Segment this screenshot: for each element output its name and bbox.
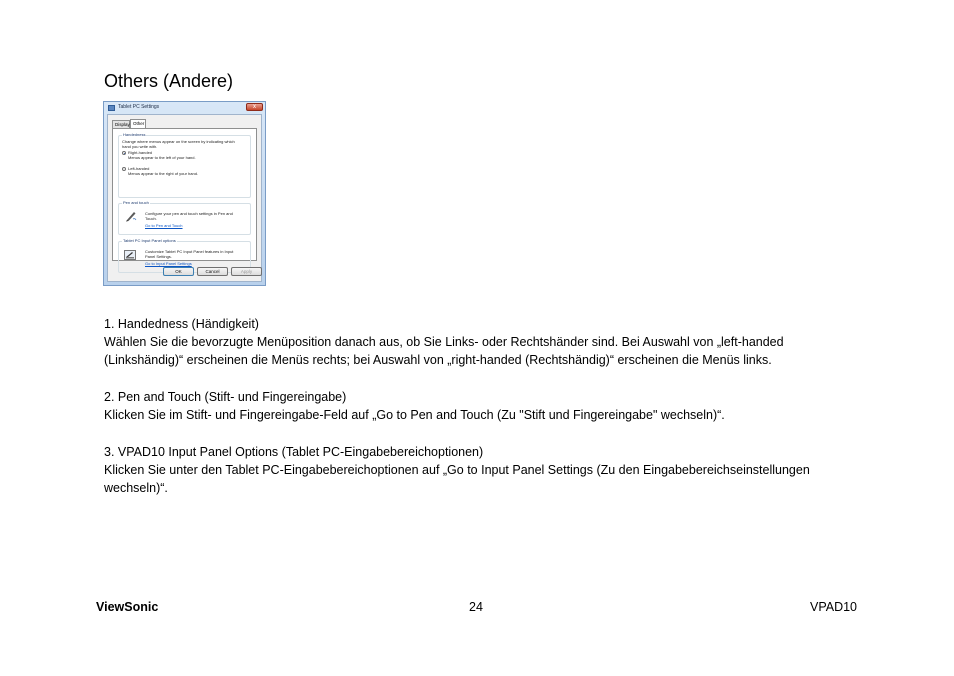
right-handed-label[interactable]: Right-handed <box>128 150 153 155</box>
handedness-group-title: Handedness <box>123 132 146 137</box>
pen-icon <box>125 210 137 222</box>
section-2-line-1: Klicken Sie im Stift- und Fingereingabe-Feld auf „Go to Pen and Touch (Zu "Stift und Fingereingabe" wechseln)“. <box>104 408 725 422</box>
handedness-description-2: hand you write with. <box>122 144 158 149</box>
tab-other[interactable]: Other <box>130 119 146 129</box>
tablet-pc-settings-screenshot <box>103 101 266 286</box>
right-handed-radio[interactable] <box>122 151 126 155</box>
section-1-line-1: Wählen Sie die bevorzugte Menüposition danach aus, ob Sie Links- oder Rechtshänder sind. Bei Auswahl von „left-handed <box>104 335 784 349</box>
dialog-titlebar <box>104 102 265 114</box>
tab-panel-other <box>112 128 257 266</box>
section-1-line-2: (Linkshändig)“ erscheinen die Menüs rechts; bei Auswahl von „right-handed (Rechtshändig)“ erscheinen die Menüs links. <box>104 353 772 367</box>
tablet-settings-icon <box>108 105 115 111</box>
dialog-body <box>107 114 262 282</box>
section-3-line-1: Klicken Sie unter den Tablet PC-Eingabebereichoptionen auf „Go to Input Panel Settings (Zu den Eingabebereichseinstellungen <box>104 463 810 477</box>
footer-page-number: 24 <box>469 600 483 614</box>
section-3-line-2: wechseln)“. <box>104 481 168 495</box>
page-heading: Others (Andere) <box>104 71 234 91</box>
section-2-heading: 2. Pen and Touch (Stift- und Fingereingabe) <box>104 390 347 404</box>
pen-touch-group <box>118 200 251 235</box>
close-icon[interactable]: x <box>246 103 263 111</box>
input-panel-description-2: Panel Settings. <box>145 254 172 259</box>
left-handed-radio[interactable] <box>122 167 126 171</box>
ok-button[interactable]: OK <box>163 267 194 276</box>
input-panel-group-title: Tablet PC Input Panel options <box>123 238 176 243</box>
right-handed-note: Menus appear to the left of your hand. <box>128 155 196 160</box>
go-to-input-panel-settings-link[interactable]: Go to Input Panel Settings <box>145 261 192 266</box>
left-handed-label[interactable]: Left-handed <box>128 166 150 171</box>
dialog-title: Tablet PC Settings <box>118 104 160 110</box>
cancel-button[interactable]: Cancel <box>197 267 228 276</box>
pen-touch-description: Configure your pen and touch settings in Pen and <box>145 211 233 216</box>
left-handed-note: Menus appear to the right of your hand. <box>128 171 199 176</box>
apply-button[interactable]: Apply <box>231 267 262 276</box>
pen-touch-description-2: Touch. <box>145 216 157 221</box>
input-panel-icon <box>124 250 136 260</box>
handedness-group <box>118 132 251 198</box>
section-1-heading: 1. Handedness (Händigkeit) <box>104 317 259 331</box>
footer-brand: ViewSonic <box>96 600 159 614</box>
input-panel-description: Customize Tablet PC Input Panel features in Input <box>145 249 234 254</box>
pen-touch-group-title: Pen and touch <box>123 200 149 205</box>
go-to-pen-and-touch-link[interactable]: Go to Pen and Touch <box>145 223 183 228</box>
handedness-description: Change where menus appear on the screen by indicating which <box>122 139 235 144</box>
footer-model: VPAD10 <box>809 600 857 614</box>
section-3-heading: 3. VPAD10 Input Panel Options (Tablet PC-Eingabebereichoptionen) <box>104 445 484 459</box>
tab-display[interactable]: Display <box>112 120 130 128</box>
